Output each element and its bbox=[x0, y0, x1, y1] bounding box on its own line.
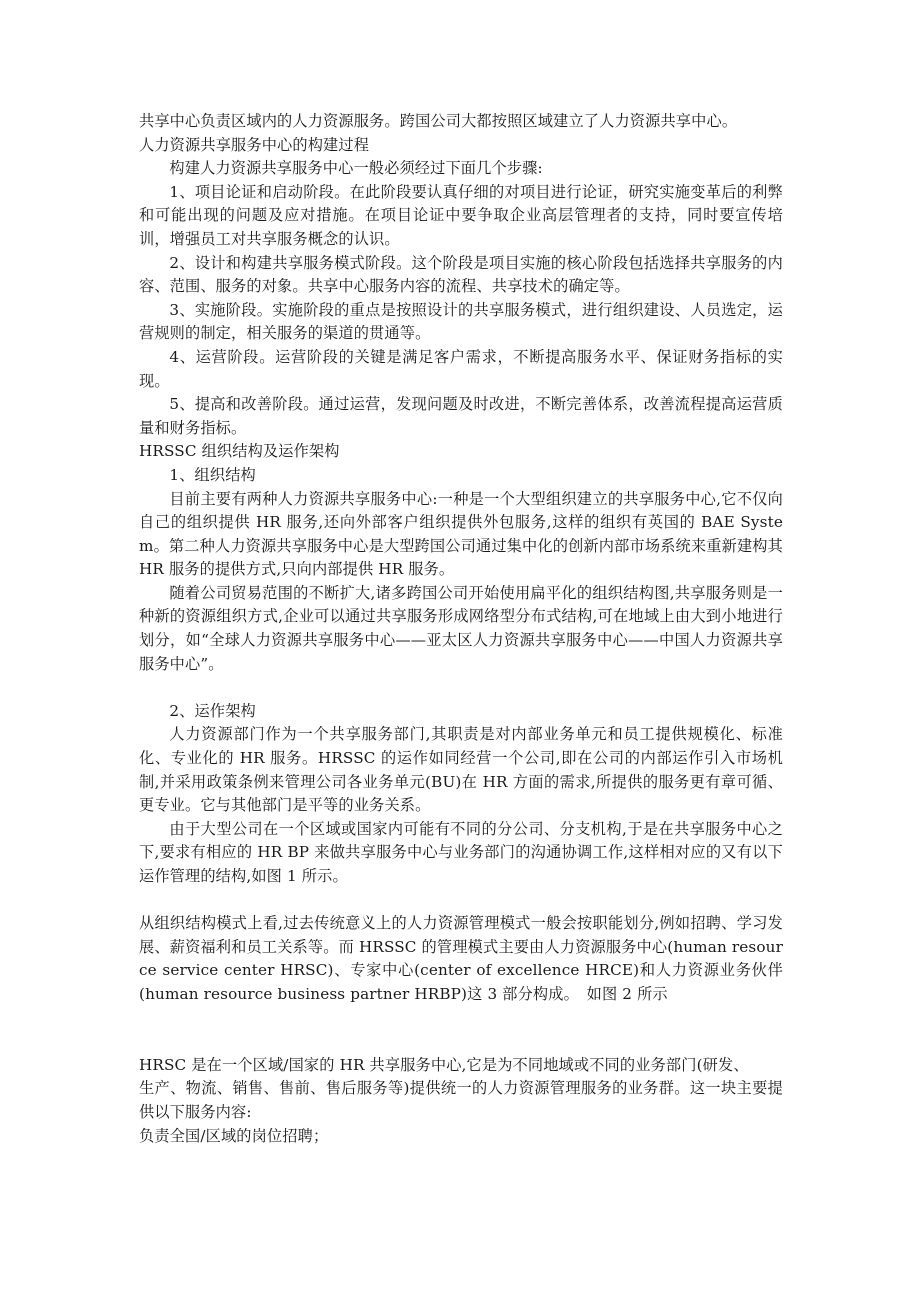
step-5-paragraph: 5、提高和改善阶段。通过运营，发现问题及时改进，不断完善体系，改善流程提高运营质量和财务指标。 bbox=[139, 395, 783, 437]
hrsc-service-item-1: 负责全国/区域的岗位招聘； bbox=[139, 1126, 329, 1145]
step-3-paragraph: 3、实施阶段。实施阶段的重点是按照设计的共享服务模式，进行组织建设、人员选定，运营规则的制定，相关服务的渠道的贯通等。 bbox=[139, 300, 783, 343]
model-paragraph: 从组织结构模式上看,过去传统意义上的人力资源管理模式一般会按职能划分,例如招聘、学习发展、薪资福利和员工关系等。而 HRSSC 的管理模式主要由人力资源服务中心(human resource service center HRSC)、专家中心(center of excellence HRCE)和人力资源业务伙伴(human resource business partner HRBP)这 3 部分构成。 如图 2 所示 bbox=[139, 914, 783, 1003]
document-page bbox=[139, 110, 783, 1148]
step-2-paragraph: 2、设计和构建共享服务模式阶段。这个阶段是项目实施的核心阶段包括选择共享服务的内容、范围、服务的对象。共享中心服务内容的流程、共享技术的确定等。 bbox=[139, 253, 783, 296]
ops-paragraph-2: 由于大型公司在一个区域或国家内可能有不同的分公司、分支机构,于是在共享服务中心之下,要求有相应的 HR BP 来做共享服务中心与业务部门的沟通协调工作,这样相对应的又有以下运作管理的结构,如图 1 所示。 bbox=[139, 819, 783, 885]
blank-line bbox=[139, 676, 783, 700]
ops-paragraph-1: 人力资源部门作为一个共享服务部门,其职责是对内部业务单元和员工提供规模化、标准化、专业化的 HR 服务。HRSSC 的运作如同经营一个公司,即在公司的内部运作引入市场机制,并采用政策条例来管理公司各业务单元(BU)在 HR 方面的需求,所提供的服务更有章可循、更专业。它与其他部门是平等的业务关系。 bbox=[139, 725, 783, 815]
subheading-operation-framework: 2、运作架构 bbox=[169, 701, 256, 720]
subheading-org-structure: 1、组织结构 bbox=[169, 465, 256, 484]
heading-hrssc-structure: HRSSC 组织结构及运作架构 bbox=[139, 442, 340, 461]
org-paragraph-2: 随着公司贸易范围的不断扩大,诸多跨国公司开始使用扁平化的组织结构图,共享服务则是一种新的资源组织方式,企业可以通过共享服务形成网络型分布式结构,可在地域上由大到小地进行划分，如“全球人力资源共享服务中心——亚太区人力资源共享服务中心——中国人力资源共享服务中心”。 bbox=[139, 583, 783, 673]
step-4-paragraph: 4、运营阶段。运营阶段的关键是满足客户需求，不断提高服务水平、保证财务指标的实现。 bbox=[139, 347, 783, 390]
intro-line: 共享中心负责区域内的人力资源服务。跨国公司大都按照区域建立了人力资源共享中心。 bbox=[139, 112, 738, 130]
steps-intro: 构建人力资源共享服务中心一般必须经过下面几个步骤: bbox=[169, 159, 543, 178]
blank-lines bbox=[139, 1007, 783, 1054]
org-paragraph-1: 目前主要有两种人力资源共享服务中心:一种是一个大型组织建立的共享服务中心,它不仅向自己的组织提供 HR 服务,还向外部客户组织提供外包服务,这样的组织有英国的 BAE System。第二种人力资源共享服务中心是大型跨国公司通过集中化的创新内部市场系统来重新建构其 HR 服务的提供方式,只向内部提供 HR 服务。 bbox=[139, 489, 783, 579]
heading-build-process: 人力资源共享服务中心的构建过程 bbox=[139, 135, 370, 154]
hrsc-line-2: 生产、物流、销售、售前、售后服务等)提供统一的人力资源管理服务的业务群。这一块主要提供以下服务内容: bbox=[139, 1079, 783, 1121]
blank-line bbox=[139, 889, 783, 913]
step-1-paragraph: 1、项目论证和启动阶段。在此阶段要认真仔细的对项目进行论证，研究实施变革后的利弊和可能出现的问题及应对措施。在项目论证中要争取企业高层管理者的支持，同时要宣传培训，增强员工对共享服务概念的认识。 bbox=[139, 182, 783, 248]
hrsc-line-1: HRSC 是在一个区域/国家的 HR 共享服务中心,它是为不同地域或不同的业务部门(研发、 bbox=[139, 1055, 749, 1074]
